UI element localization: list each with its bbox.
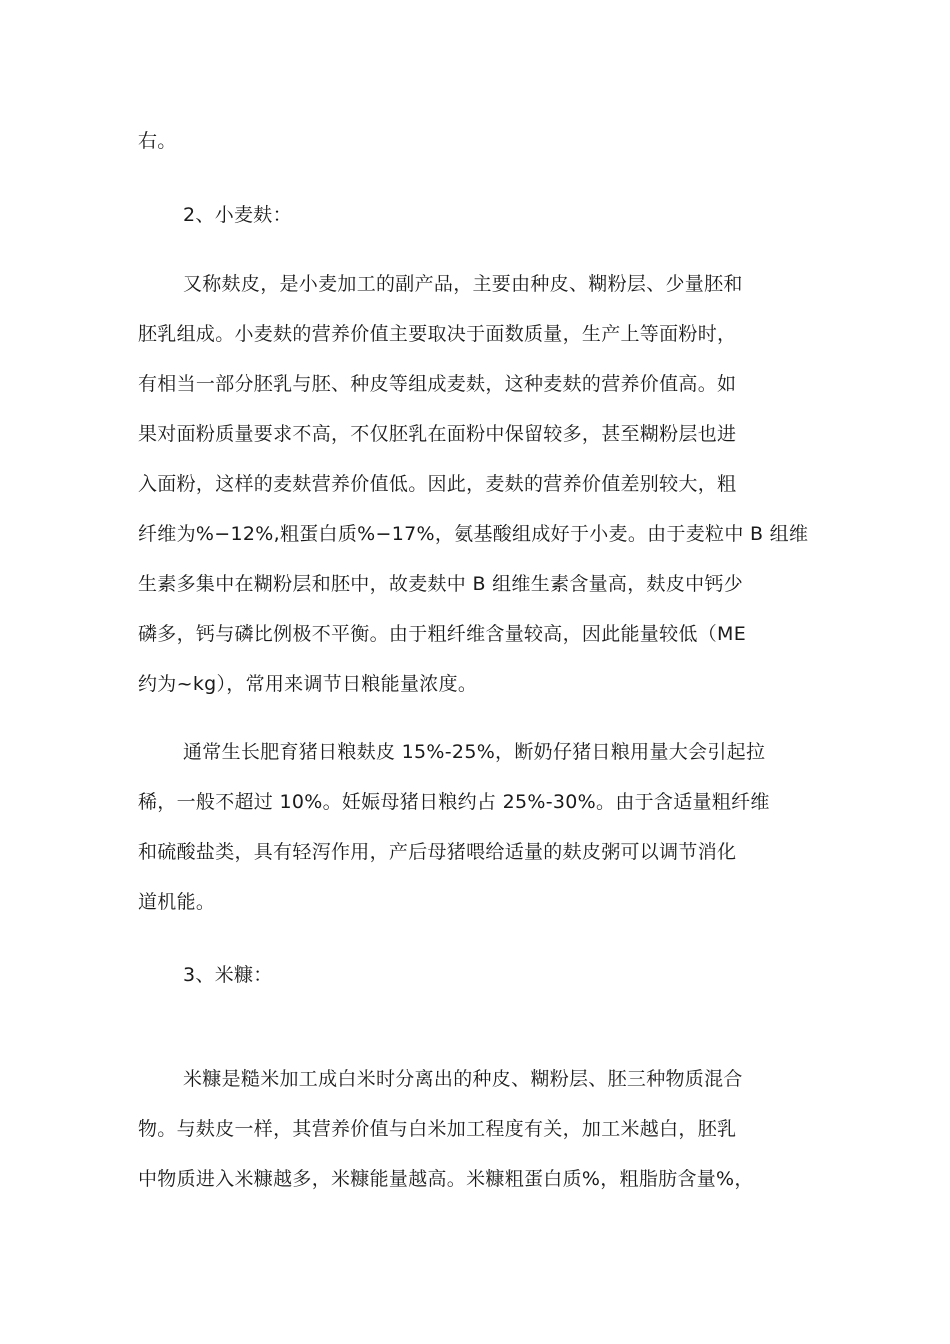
text-line: 生素多集中在糊粉层和胚中，故麦麸中 B 组维生素含量高，麸皮中钙少 [138, 573, 744, 595]
text-line: 胚乳组成。小麦麸的营养价值主要取决于面数质量，生产上等面粉时， [138, 323, 737, 345]
text-line: 右。 [138, 130, 177, 152]
text-line: 果对面粉质量要求不高，不仅胚乳在面粉中保留较多，甚至糊粉层也进 [138, 423, 737, 445]
text-line: 入面粉，这样的麦麸营养价值低。因此，麦麸的营养价值差别较大，粗 [138, 473, 737, 495]
text-line: 约为~kg），常用来调节日粮能量浓度。 [138, 673, 478, 695]
text-line: 有相当一部分胚乳与胚、种皮等组成麦麸，这种麦麸的营养价值高。如 [138, 373, 737, 395]
text-line: 磷多，钙与磷比例极不平衡。由于粗纤维含量较高，因此能量较低（ME [138, 623, 746, 645]
text-line: 又称麸皮，是小麦加工的副产品，主要由种皮、糊粉层、少量胚和 [183, 273, 743, 295]
text-line: 道机能。 [138, 891, 216, 913]
text-line: 通常生长肥育猪日粮麸皮 15%-25%，断奶仔猪日粮用量大会引起拉 [183, 741, 766, 763]
section-heading: 2、小麦麸： [183, 204, 292, 226]
text-line: 物。与麸皮一样，其营养价值与白米加工程度有关，加工米越白，胚乳 [138, 1118, 737, 1140]
text-line: 中物质进入米糠越多，米糠能量越高。米糠粗蛋白质%，粗脂肪含量%， [138, 1168, 754, 1190]
text-line: 稀，一般不超过 10%。妊娠母猪日粮约占 25%-30%。由于含适量粗纤维 [138, 791, 770, 813]
text-line: 米糠是糙米加工成白米时分离出的种皮、糊粉层、胚三种物质混合 [183, 1068, 743, 1090]
text-line: 和硫酸盐类，具有轻泻作用，产后母猪喂给适量的麸皮粥可以调节消化 [138, 841, 737, 863]
text-line: 纤维为%−12%,粗蛋白质%−17%，氨基酸组成好于小麦。由于麦粒中 B 组维 [138, 523, 809, 545]
section-heading: 3、米糠： [183, 964, 273, 986]
